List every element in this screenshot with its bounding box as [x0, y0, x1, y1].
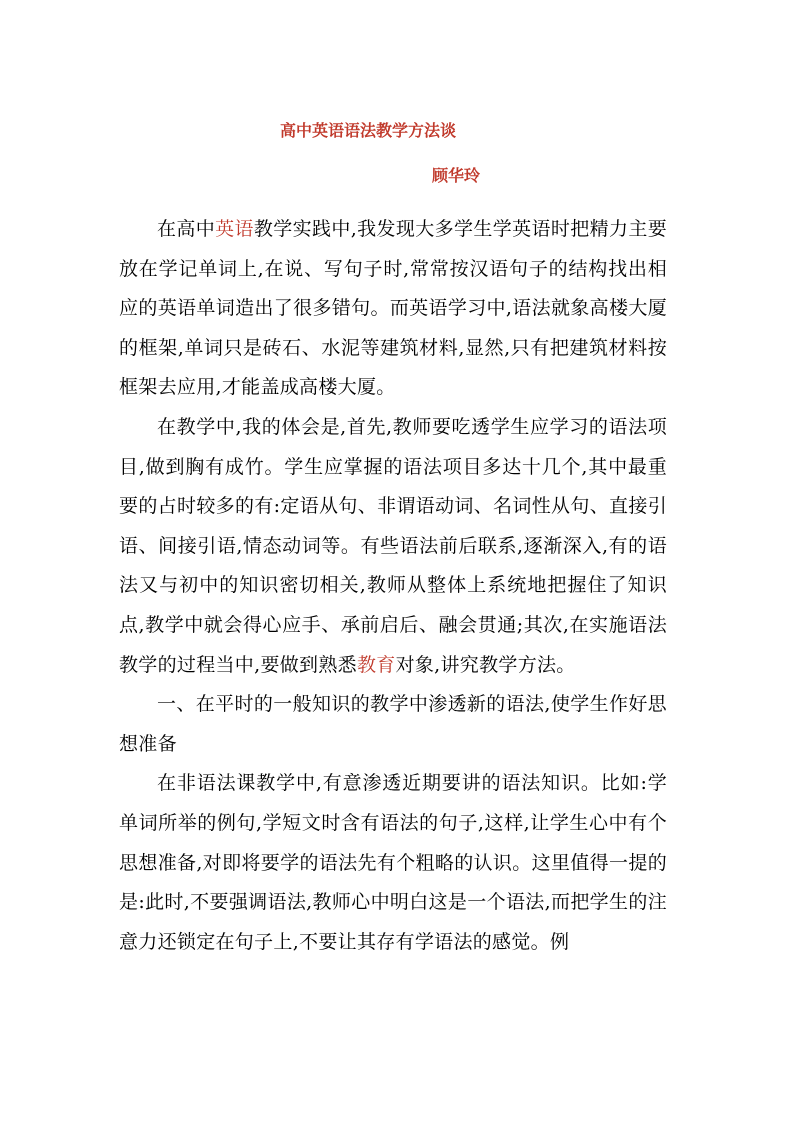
text-run: 一、在平时的一般知识的教学中渗透新的语法,使学生作好思想准备: [119, 693, 667, 755]
paragraph-1: [119, 210, 667, 408]
document-body: [119, 210, 667, 962]
highlighted-term: 教育: [356, 653, 396, 676]
text-run: 在非语法课教学中,有意渗透近期要讲的语法知识。比如:学单词所举的例句,学短文时含有语法的句子,这样,让学生心中有个思想准备,对即将要学的语法先有个粗略的认识。这里值得一提的是:此时,不要强调语法,教师心中明白这是一个语法,而把学生的注意力还锁定在句子上,不要让其存有学语法的感觉。例: [119, 772, 667, 953]
text-run: 教学实践中,我发现大多学生学英语时把精力主要放在学记单词上,在说、写句子时,常常按汉语句子的结构找出相应的英语单词造出了很多错句。而英语学习中,语法就象高楼大厦的框架,单词只是砖石、水泥等建筑材料,显然,只有把建筑材料按框架去应用,才能盖成高楼大厦。: [119, 218, 668, 399]
highlighted-term: 英语: [215, 218, 254, 240]
text-run: 对象,讲究教学方法。: [395, 653, 576, 676]
paragraph-3: [119, 764, 667, 962]
text-run: 在教学中,我的体会是,首先,教师要吃透学生应学习的语法项目,做到胸有成竹。学生应掌握的语法项目多达十几个,其中最重要的占时较多的有:定语从句、非谓语动词、名词性从句、直接引语、间接引语,情态动词等。有些语法前后联系,逐渐深入,有的语法又与初中的知识密切相关,教师从整体上系统地把握住了知识点,教学中就会得心应手、承前启后、融会贯通;其次,在实施语法教学的过程当中,要做到熟悉: [119, 415, 667, 676]
text-run: 在高中: [157, 218, 216, 240]
section-heading-1: [119, 685, 667, 764]
document-author: 顾华玲: [432, 166, 481, 185]
paragraph-2: [119, 408, 667, 685]
document-title: 高中英语语法教学方法谈: [280, 121, 457, 140]
